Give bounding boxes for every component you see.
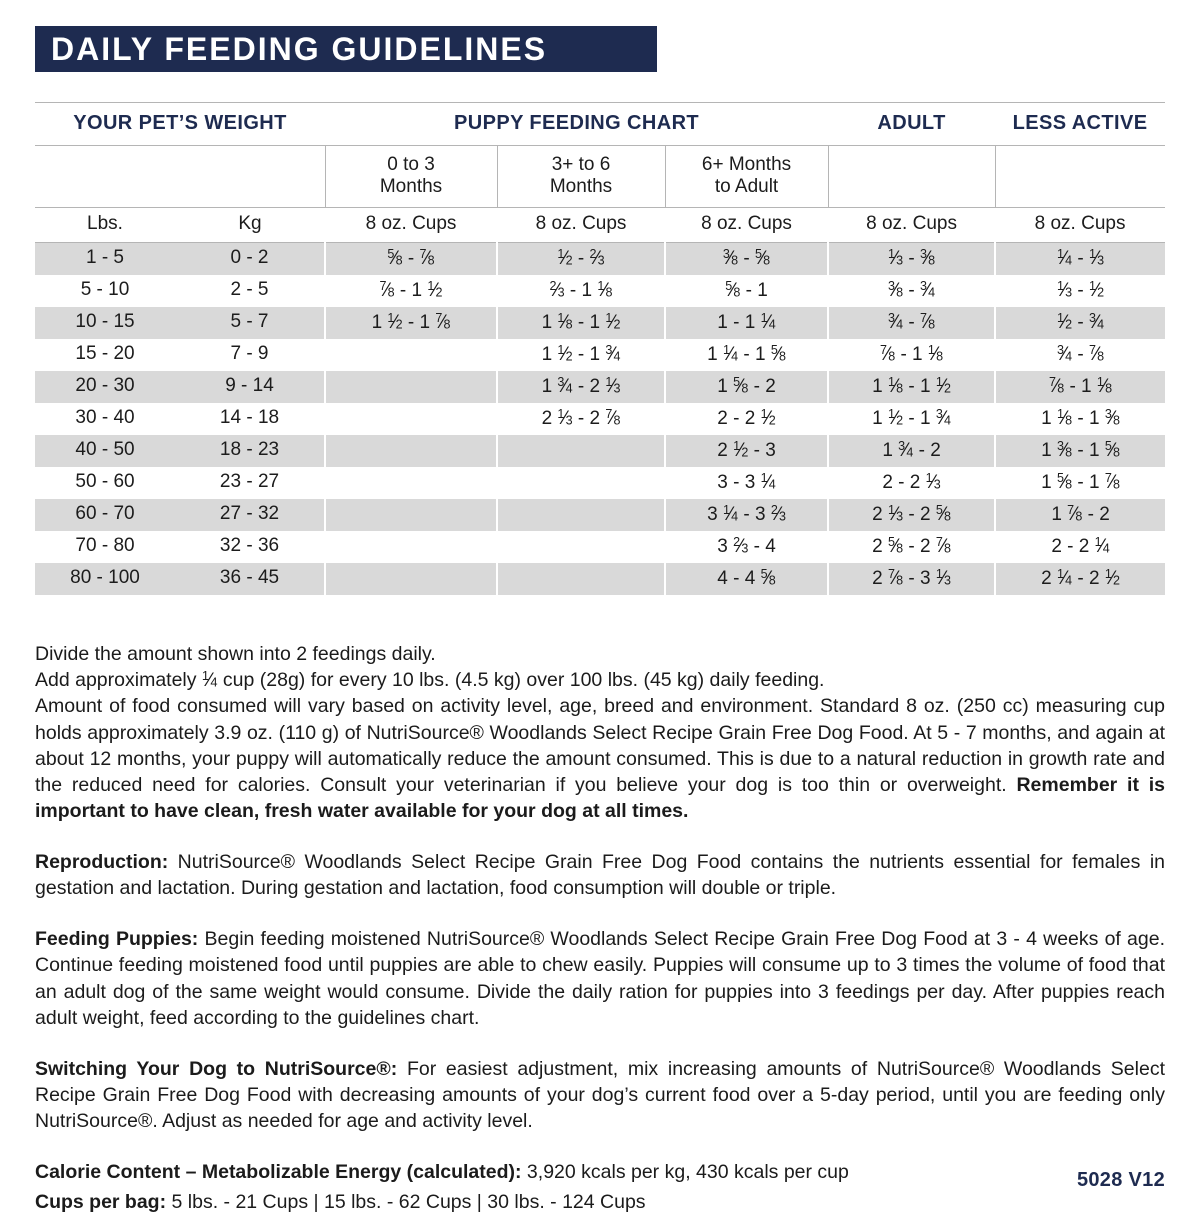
cups-amount-cell: 1 $^3$⁄4 - 2 <box>828 435 995 467</box>
cups-amount-cell <box>325 563 497 595</box>
cups-per-bag-heading: Cups per bag: <box>35 1191 167 1214</box>
weight-lbs-cell: 15 - 20 <box>75 343 135 365</box>
weight-kg-cell: 2 - 5 <box>230 279 269 301</box>
cups-amount-cell: $^7$⁄8 - 1 $^1$⁄2 <box>325 275 497 307</box>
title-bar <box>35 26 657 72</box>
cups-amount-cell <box>325 531 497 563</box>
cups-amount-cell: $^3$⁄4 - $^7$⁄8 <box>995 339 1165 371</box>
table-age-header-row <box>35 146 1165 208</box>
cups-amount-cell: $^3$⁄8 - $^5$⁄8 <box>665 242 828 275</box>
age-header-spacer-less-active <box>995 146 1165 208</box>
table-group-header-row <box>35 103 1165 146</box>
cups-amount-cell: 2 - 2 $^1$⁄3 <box>828 467 995 499</box>
weight-kg-cell: 36 - 45 <box>219 567 280 589</box>
cups-amount-cell: 2 $^7$⁄8 - 3 $^1$⁄3 <box>828 563 995 595</box>
cups-amount-cell: 2 - 2 $^1$⁄2 <box>665 403 828 435</box>
weight-lbs-cell: 20 - 30 <box>75 375 135 397</box>
weight-kg-cell: 14 - 18 <box>219 407 280 429</box>
cups-amount-cell: 3 - 3 $^1$⁄4 <box>665 467 828 499</box>
cups-amount-cell: 1 $^1$⁄4 - 1 $^5$⁄8 <box>665 339 828 371</box>
feeding-table-row <box>35 242 1165 275</box>
cups-amount-cell: 1 - 1 $^1$⁄4 <box>665 307 828 339</box>
weight-lbs-cell: 50 - 60 <box>75 471 135 493</box>
document-code: 5028 V12 <box>1076 1169 1165 1191</box>
weight-kg-cell: 32 - 36 <box>219 535 280 557</box>
column-group-header: LESS ACTIVE <box>995 103 1165 146</box>
feeding-table-head <box>35 103 1165 243</box>
unit-header: 8 oz. Cups <box>665 207 828 242</box>
cups-amount-cell: $^2$⁄3 - 1 $^1$⁄8 <box>497 275 665 307</box>
cups-amount-cell: 1 $^7$⁄8 - 2 <box>995 499 1165 531</box>
unit-header: 8 oz. Cups <box>497 207 665 242</box>
unit-header: Lbs. <box>35 207 175 242</box>
reproduction-paragraph <box>35 849 1165 901</box>
column-group-header: YOUR PET’S WEIGHT <box>35 103 325 146</box>
weight-lbs-cell: 80 - 100 <box>70 567 140 589</box>
weight-lbs-cell: 40 - 50 <box>75 439 135 461</box>
cups-amount-cell: 1 $^3$⁄8 - 1 $^5$⁄8 <box>995 435 1165 467</box>
cups-amount-cell: $^3$⁄4 - $^7$⁄8 <box>828 307 995 339</box>
unit-header: 8 oz. Cups <box>995 207 1165 242</box>
table-units-header-row <box>35 207 1165 242</box>
weight-lbs-cell: 60 - 70 <box>75 503 135 525</box>
weight-kg-cell: 23 - 27 <box>219 471 280 493</box>
calorie-content-line <box>35 1159 1165 1185</box>
age-header-spacer-adult <box>828 146 995 208</box>
general-feeding-notes <box>35 641 1165 824</box>
note-fresh-water-bold: Remember it is important to have clean, fresh water available for your dog at all times. <box>35 773 1165 822</box>
feeding-puppies-heading: Feeding Puppies: <box>35 928 199 951</box>
weight-lbs-cell: 1 - 5 <box>85 247 125 269</box>
notes-section <box>35 641 1165 1215</box>
cups-amount-cell <box>497 435 665 467</box>
feeding-table <box>35 102 1165 595</box>
note-line-extra-cup: Add approximately $^1$⁄4 cup (28g) for every 10 lbs. (4.5 kg) over 100 lbs. (45 kg) daily feeding. <box>35 668 825 692</box>
cups-amount-cell <box>497 531 665 563</box>
feeding-table-row <box>35 371 1165 403</box>
feeding-table-row <box>35 275 1165 307</box>
feeding-guidelines-page <box>0 26 1200 1226</box>
cups-amount-cell: 2 $^1$⁄3 - 2 $^7$⁄8 <box>497 403 665 435</box>
cups-amount-cell: 3 $^1$⁄4 - 3 $^2$⁄3 <box>665 499 828 531</box>
reproduction-text: NutriSource® Woodlands Select Recipe Grain Free Dog Food contains the nutrients essential for females in gestation and lactation. During gestation and lactation, food consumption will double or triple. <box>35 851 1165 900</box>
switching-paragraph <box>35 1056 1165 1134</box>
weight-kg-cell: 5 - 7 <box>230 311 269 333</box>
feeding-table-row <box>35 339 1165 371</box>
feeding-table-row <box>35 435 1165 467</box>
cups-amount-cell: $^1$⁄2 - $^3$⁄4 <box>995 307 1165 339</box>
page-title: DAILY FEEDING GUIDELINES <box>51 31 548 67</box>
cups-amount-cell: 1 $^1$⁄8 - 1 $^3$⁄8 <box>995 403 1165 435</box>
note-consumption-text: Amount of food consumed will vary based on activity level, age, breed and environment. Standard 8 oz. (250 cc) measuring cup holds approximately 3.9 oz. (110 g) of NutriSource® Woodlands Select Recipe Grain Free Dog Food. At 5 - 7 months, and again at about 12 months, your puppy will automatically reduce the amount consumed. This is due to a natural reduction in growth rate and the reduced need for calories. Consult your veterinarian if you believe your dog is too thin or overweight. <box>35 695 1165 796</box>
feeding-table-body <box>35 242 1165 595</box>
cups-amount-cell: 2 $^1$⁄4 - 2 $^1$⁄2 <box>995 563 1165 595</box>
feeding-table-row <box>35 563 1165 595</box>
feeding-table-row <box>35 531 1165 563</box>
calorie-content-value: 3,920 kcals per kg, 430 kcals per cup <box>521 1161 849 1184</box>
unit-header: 8 oz. Cups <box>828 207 995 242</box>
cups-amount-cell <box>325 403 497 435</box>
weight-lbs-cell: 30 - 40 <box>75 407 135 429</box>
calorie-content-heading: Calorie Content – Metabolizable Energy (calculated): <box>35 1161 522 1184</box>
unit-header: 8 oz. Cups <box>325 207 497 242</box>
age-range-header: 6+ Months to Adult <box>665 146 828 208</box>
unit-header: Kg <box>175 207 325 242</box>
note-line-feedings: Divide the amount shown into 2 feedings daily. <box>35 642 436 665</box>
switching-text: For easiest adjustment, mix increasing amounts of NutriSource® Woodlands Select Recipe Grain Free Dog Food with decreasing amounts of your dog’s current food over a 5-day period, until you are feeding only NutriSource®. Adjust as needed for age and activity level. <box>35 1057 1165 1133</box>
weight-kg-cell: 9 - 14 <box>225 375 274 397</box>
feeding-puppies-text: Begin feeding moistened NutriSource® Woodlands Select Recipe Grain Free Dog Food at 3 - 4 weeks of age. Continue feeding moistened food until puppies are able to chew easily. Puppies will consume up to 3 times the volume of food that an adult dog of the same weight would consume. Divide the daily ration for puppies into 3 feedings per day. After puppies reach adult weight, feed according to the guidelines chart. <box>35 928 1165 1029</box>
cups-amount-cell: 1 $^5$⁄8 - 2 <box>665 371 828 403</box>
cups-amount-cell: 1 $^1$⁄8 - 1 $^1$⁄2 <box>497 307 665 339</box>
weight-kg-cell: 18 - 23 <box>219 439 280 461</box>
age-header-spacer <box>35 146 325 208</box>
weight-lbs-cell: 5 - 10 <box>80 279 130 301</box>
cups-amount-cell <box>325 467 497 499</box>
cups-amount-cell: 2 $^5$⁄8 - 2 $^7$⁄8 <box>828 531 995 563</box>
weight-lbs-cell: 10 - 15 <box>75 311 135 333</box>
cups-amount-cell: 1 $^1$⁄8 - 1 $^1$⁄2 <box>828 371 995 403</box>
weight-kg-cell: 0 - 2 <box>230 247 269 269</box>
cups-amount-cell: 4 - 4 $^5$⁄8 <box>665 563 828 595</box>
cups-amount-cell: 2 - 2 $^1$⁄4 <box>995 531 1165 563</box>
cups-amount-cell: $^1$⁄4 - $^1$⁄3 <box>995 242 1165 275</box>
feeding-puppies-paragraph <box>35 926 1165 1031</box>
cups-amount-cell: 1 $^1$⁄2 - 1 $^3$⁄4 <box>828 403 995 435</box>
cups-amount-cell <box>325 339 497 371</box>
cups-amount-cell <box>325 499 497 531</box>
cups-amount-cell: 2 $^1$⁄2 - 3 <box>665 435 828 467</box>
age-range-header: 0 to 3 Months <box>325 146 497 208</box>
cups-amount-cell: 3 $^2$⁄3 - 4 <box>665 531 828 563</box>
feeding-table-row <box>35 403 1165 435</box>
cups-per-bag-line <box>35 1189 1165 1215</box>
cups-amount-cell: $^7$⁄8 - 1 $^1$⁄8 <box>995 371 1165 403</box>
cups-amount-cell <box>497 563 665 595</box>
cups-amount-cell: 2 $^1$⁄3 - 2 $^5$⁄8 <box>828 499 995 531</box>
cups-amount-cell: $^1$⁄2 - $^2$⁄3 <box>497 242 665 275</box>
cups-amount-cell: $^7$⁄8 - 1 $^1$⁄8 <box>828 339 995 371</box>
feeding-table-row <box>35 307 1165 339</box>
switching-heading: Switching Your Dog to NutriSource®: <box>35 1057 398 1080</box>
age-range-header: 3+ to 6 Months <box>497 146 665 208</box>
cups-amount-cell <box>325 371 497 403</box>
cups-amount-cell <box>497 467 665 499</box>
cups-amount-cell <box>497 499 665 531</box>
cups-amount-cell: 1 $^3$⁄4 - 2 $^1$⁄3 <box>497 371 665 403</box>
column-group-header: PUPPY FEEDING CHART <box>325 103 828 146</box>
cups-amount-cell: 1 $^5$⁄8 - 1 $^7$⁄8 <box>995 467 1165 499</box>
weight-kg-cell: 7 - 9 <box>230 343 269 365</box>
cups-amount-cell: $^1$⁄3 - $^1$⁄2 <box>995 275 1165 307</box>
weight-kg-cell: 27 - 32 <box>219 503 280 525</box>
cups-per-bag-values: 5 lbs. - 21 Cups | 15 lbs. - 62 Cups | 30 lbs. - 124 Cups <box>166 1191 646 1214</box>
cups-amount-cell: 1 $^1$⁄2 - 1 $^7$⁄8 <box>325 307 497 339</box>
weight-lbs-cell: 70 - 80 <box>75 535 135 557</box>
reproduction-heading: Reproduction: <box>35 851 169 874</box>
cups-amount-cell: $^5$⁄8 - 1 <box>665 275 828 307</box>
cups-amount-cell: $^1$⁄3 - $^3$⁄8 <box>828 242 995 275</box>
cups-amount-cell <box>325 435 497 467</box>
feeding-table-row <box>35 467 1165 499</box>
feeding-table-row <box>35 499 1165 531</box>
column-group-header: ADULT <box>828 103 995 146</box>
cups-amount-cell: $^3$⁄8 - $^3$⁄4 <box>828 275 995 307</box>
cups-amount-cell: $^5$⁄8 - $^7$⁄8 <box>325 242 497 275</box>
cups-amount-cell: 1 $^1$⁄2 - 1 $^3$⁄4 <box>497 339 665 371</box>
